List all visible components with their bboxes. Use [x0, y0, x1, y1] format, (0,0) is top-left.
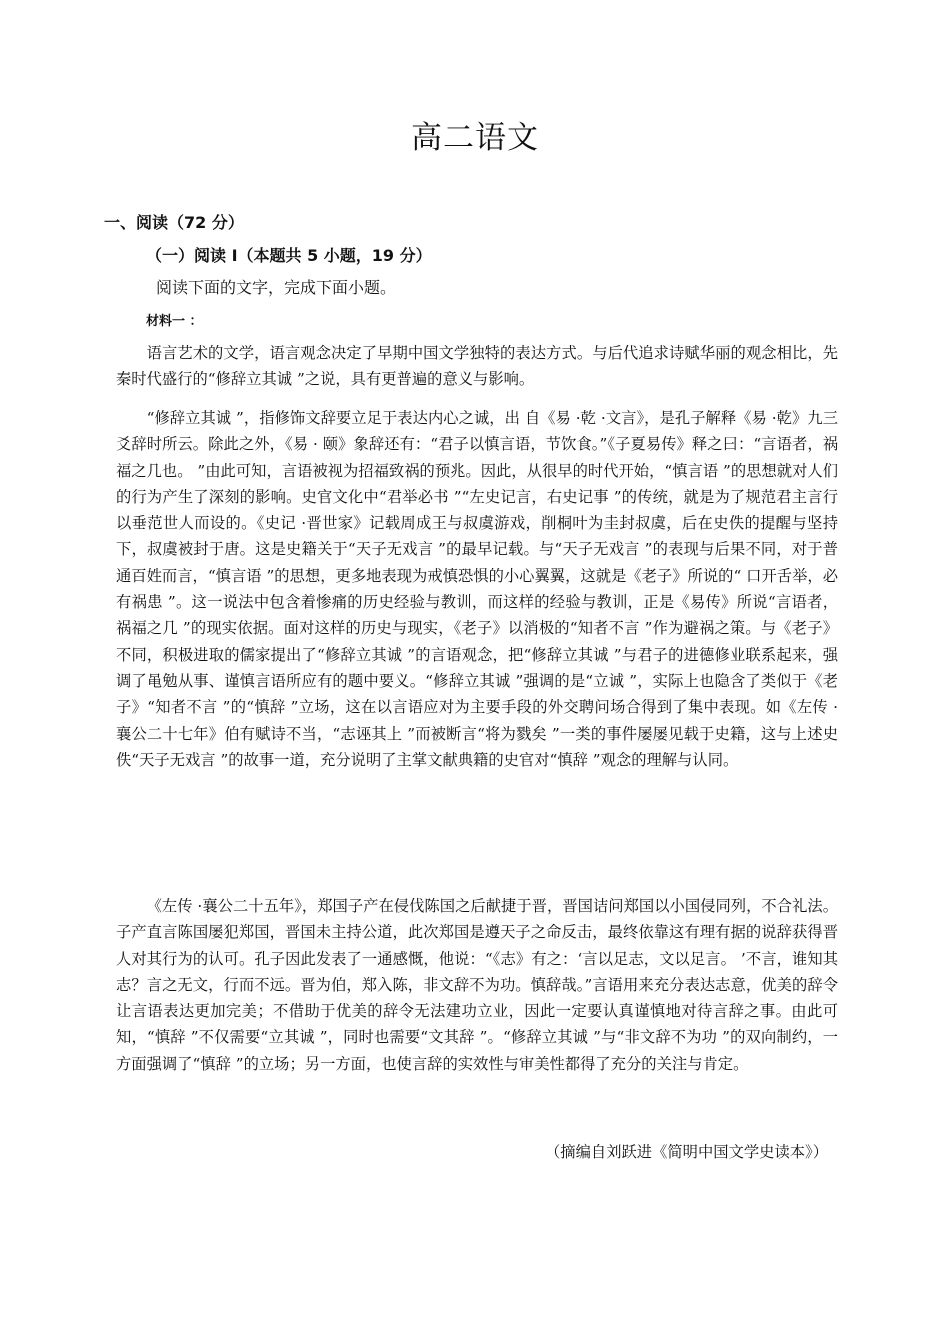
paragraph-2: “修辞立其诚 ”，指修饰文辞要立足于表达内心之诚，出 自《易 ·乾 ·文言》，是孔子解释《易 ·乾》九三爻辞时所云。除此之外，《易 · 颐》象辞还有：“君子以慎言语，节饮食。”《子夏易传》释之曰：“言语者，祸福之几也。 ”由此可知，言语被视为招福致祸的预兆。因此，从很早的时代开始，“慎言语 ”的思想就对人们的行为产生了深刻的影响。史官文化中“君举必书 ”“左史记言，右史记事 ”的传统，就是为了规范君主言行以垂范世人而设的。《史记 ·晋世家》记载周成王与叔虞游戏，削桐叶为圭封叔虞，后在史佚的提醒与坚持下，叔虞被封于唐。这是史籍关于“天子无戏言 ”的最早记载。与“天子无戏言 ”的表现与后果不同，对于普通百姓而言，“慎言语 ”的思想，更多地表现为戒慎恐惧的小心翼翼，这就是《老子》所说的“ 口开舌举，必有祸患 ”。这一说法中包含着惨痛的历史经验与教训，而这样的经验与教训，正是《易传》所说“言语者，祸福之几 ”的现实依据。面对这样的历史与现实，《老子》以消极的“知者不言 ”作为避祸之策。与《老子》不同，积极进取的儒家提出了“修辞立其诚 ”的言语观念，把“修辞立其诚 ”与君子的进德修业联系起来，强调了黾勉从事、谨慎言语所应有的题中要义。“修辞立其诚 ”强调的是“立诚 ”，实际上也隐含了类似于《老子》“知者不言 ”的“慎辞 ”立场，这在以言语应对为主要手段的外交聘问场合得到了集中表现。如《左传 ·襄公二十七年》伯有赋诗不当，“志诬其上 ”而被断言“将为戮矣 ”一类的事件屡屡见载于史籍，这与上述史佚“天子无戏言 ”的故事一道，充分说明了主掌文献典籍的史官对“慎辞 ”观念的理解与认同。	[116, 409, 838, 769]
sub-heading-reading-1: （一）阅读 Ⅰ（本题共 5 小题，19 分）	[146, 246, 432, 265]
source-citation: （摘编自刘跃进《简明中国文学史读本》）	[545, 1143, 828, 1161]
reading-instruction: 阅读下面的文字，完成下面小题。	[156, 278, 397, 297]
paragraph-1: 语言艺术的文学，语言观念决定了早期中国文学独特的表达方式。与后代追求诗赋华丽的观念相比，先秦时代盛行的“修辞立其诚 ”之说，具有更普遍的意义与影响。	[116, 344, 838, 389]
page-title: 高二语文	[411, 120, 539, 156]
material-label: 材料一 ：	[146, 314, 203, 329]
paragraph-3: 《左传 ·襄公二十五年》，郑国子产在侵伐陈国之后献捷于晋，晋国诘问郑国以小国侵同列，不合礼法。子产直言陈国屡犯郑国，晋国未主持公道，此次郑国是遵天子之命反击，最终依靠这有理有据的说辞获得晋人对其行为的认可。孔子因此发表了一通感慨，他说：“《志》有之：‘言以足志，文以足言。 ’不言，谁知其志？言之无文，行而不远。晋为伯，郑入陈，非文辞不为功。慎辞哉。”言语用来充分表达志意，优美的辞令让言语表达更加完美；不借助于优美的辞令无法建功立业，因此一定要认真谨慎地对待言辞之事。由此可知，“慎辞 ”不仅需要“立其诚 ”，同时也需要“文其辞 ”。“修辞立其诚 ”与“非文辞不为功 ”的双向制约，一方面强调了“慎辞 ”的立场；另一方面，也使言辞的实效性与审美性都得了充分的关注与肯定。	[116, 897, 838, 1073]
section-heading-reading: 一、阅读（72 分）	[104, 213, 244, 232]
